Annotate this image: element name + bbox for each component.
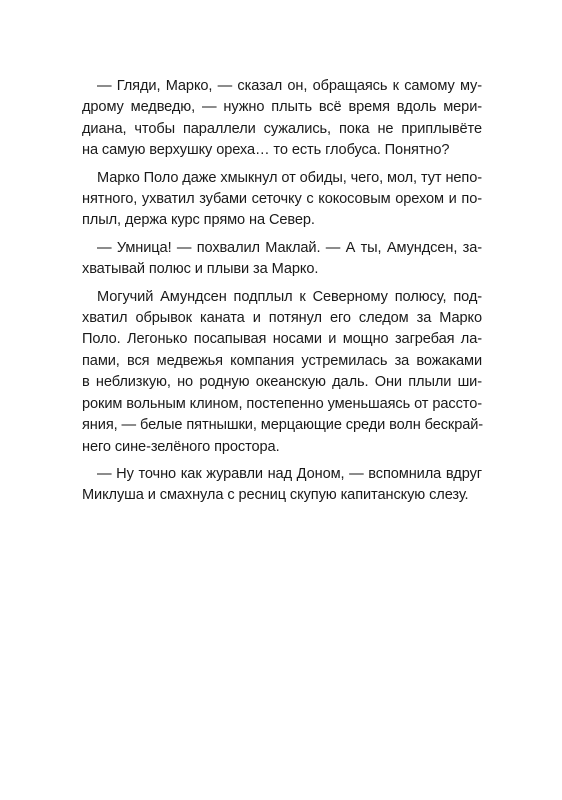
- text-line: пами, вся медвежья компания устремилась за вожаками: [82, 352, 482, 369]
- text-line: — Умница! — похвалил Маклай. — А ты, Амундсен, за-: [97, 239, 482, 256]
- text-line: на самую верхушку ореха… то есть глобуса. Понятно?: [82, 142, 450, 159]
- text-line: хватывай полюс и плыви за Марко.: [82, 261, 319, 278]
- text-line: Поло. Легонько посапывая носами и мощно загребая ла-: [82, 331, 482, 348]
- text-line: роким вольным клином, постепенно уменьшаясь от рассто-: [82, 395, 482, 412]
- text-line: него сине-зелёного простора.: [82, 438, 280, 455]
- paragraph: [82, 168, 482, 232]
- text-line: плыл, держа курс прямо на Север.: [82, 212, 315, 229]
- text-line: Могучий Амундсен подплыл к Северному полюсу, под-: [97, 288, 482, 305]
- text-line: Марко Поло даже хмыкнул от обиды, чего, мол, тут непо-: [97, 169, 482, 186]
- text-line: диана, чтобы параллели сужались, пока не приплывёте: [82, 120, 482, 137]
- text-line: Миклуша и смахнула с ресниц скупую капитанскую слезу.: [82, 487, 469, 504]
- text-line: яния, — белые пятнышки, мерцающие среди волн бескрай-: [82, 417, 484, 434]
- paragraph: [82, 287, 482, 458]
- text-line: нятного, ухватил зубами сеточку с кокосовым орехом и по-: [82, 191, 482, 208]
- text-line: — Гляди, Марко, — сказал он, обращаясь к самому му-: [97, 78, 482, 94]
- text-line: дрому медведю, — нужно плыть всё время вдоль мери-: [82, 99, 482, 116]
- paragraph: [82, 238, 482, 281]
- text-line: — Ну точно как журавли над Доном, — вспомнила вдруг: [97, 465, 482, 482]
- paragraph: [82, 464, 482, 507]
- body-text: [82, 76, 482, 513]
- paragraph: [82, 76, 482, 162]
- text-line: хватил обрывок каната и потянул его следом за Марко: [82, 310, 482, 327]
- text-line: в неблизкую, но родную океанскую даль. Они плыли ши-: [82, 374, 482, 391]
